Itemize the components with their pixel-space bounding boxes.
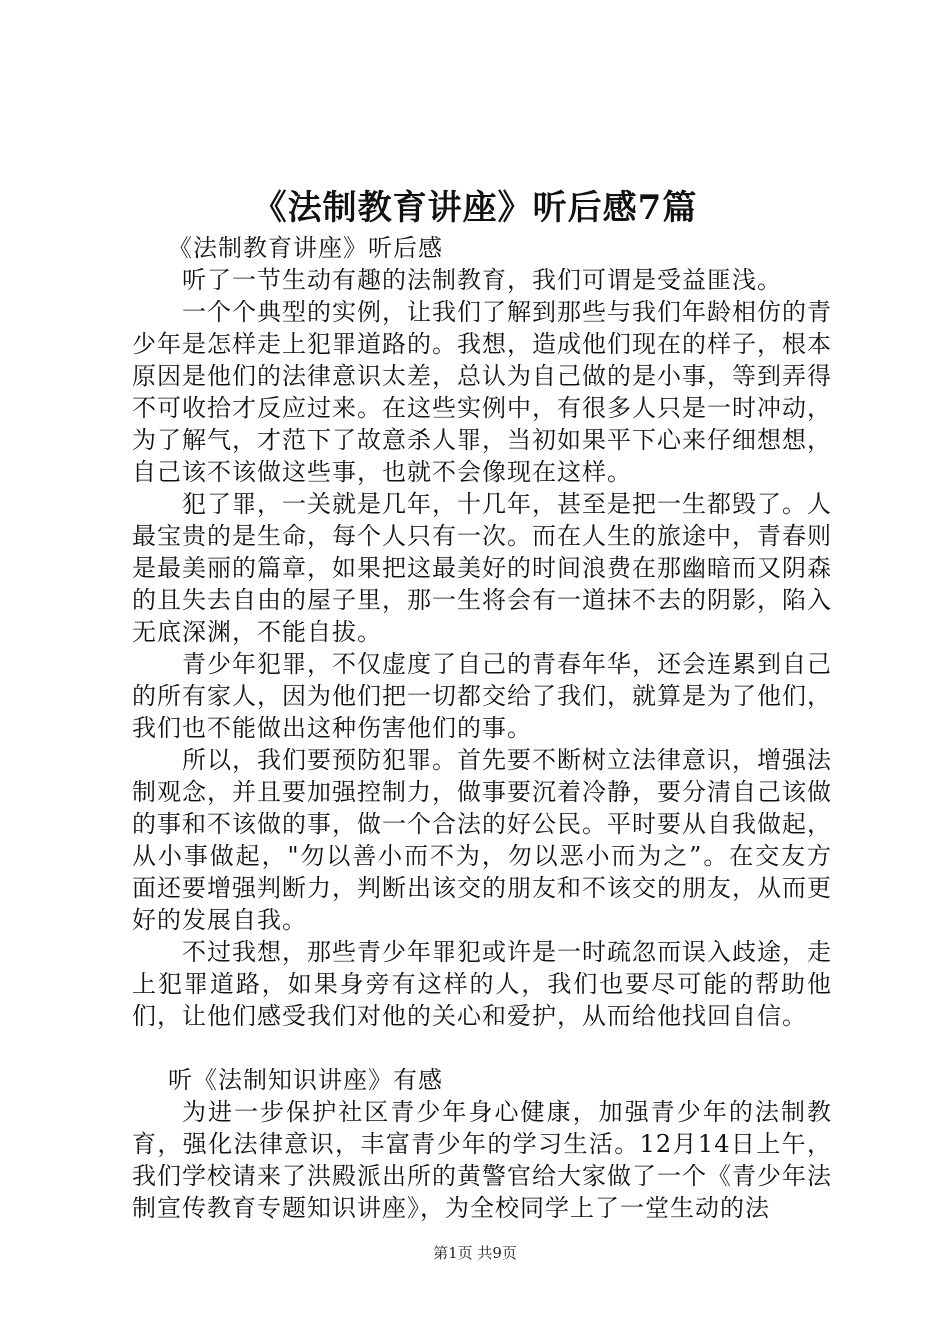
paragraph: 不过我想，那些青少年罪犯或许是一时疏忽而误入歧途，走上犯罪道路，如果身旁有这样的人，我们也要尽可能的帮助他们，让他们感受我们对他的关心和爱护，从而给他找回自信。 xyxy=(132,938,832,1030)
paragraph: 一个个典型的实例，让我们了解到那些与我们年龄相仿的青少年是怎样走上犯罪道路的。我想，造成他们现在的样子，根本原因是他们的法律意识太差，总认为自己做的是小事，等到弄得不可收拾才反应过来。在这些实例中，有很多人只是一时冲动，为了解气，才范下了故意杀人罪，当初如果平下心来仔细想想，自己该不该做这些事，也就不会像现在这样。 xyxy=(132,298,832,486)
document-body xyxy=(132,232,832,1224)
paragraph: 犯了罪，一关就是几年，十几年，甚至是把一生都毁了。人最宝贵的是生命，每个人只有一次。而在人生的旅途中，青春则是最美丽的篇章，如果把这最美好的时间浪费在那幽暗而又阴森的且失去自由的屋子里，那一生将会有一道抹不去的阴影，陷入无底深渊，不能自拔。 xyxy=(132,490,832,646)
paragraph: 所以，我们要预防犯罪。首先要不断树立法律意识，增强法制观念，并且要加强控制力，做事要沉着冷静，要分清自己该做的事和不该做的事，做一个合法的好公民。平时要从自我做起，从小事做起，"勿以善小而不为，勿以恶小而为之”。在交友方面还要增强判断力，判断出该交的朋友和不该交的朋友，从而更好的发展自我。 xyxy=(132,746,832,934)
section-spacer xyxy=(132,1032,832,1064)
section-heading: 听《法制知识讲座》有感 xyxy=(168,1066,443,1094)
paragraph: 为进一步保护社区青少年身心健康，加强青少年的法制教育，强化法律意识，丰富青少年的学习生活。12月14日上午，我们学校请来了洪殿派出所的黄警官给大家做了一个《青少年法制宣传教育专题知识讲座》，为全校同学上了一堂生动的法 xyxy=(132,1098,832,1222)
page-number-footer: 第1页 共9页 xyxy=(433,1244,517,1262)
paragraph: 听了一节生动有趣的法制教育，我们可谓是受益匪浅。 xyxy=(182,266,782,294)
section-heading: 《法制教育讲座》听后感 xyxy=(168,234,443,262)
document-title: 《法制教育讲座》听后感7篇 xyxy=(252,188,698,228)
paragraph: 青少年犯罪，不仅虚度了自己的青春年华，还会连累到自己的所有家人，因为他们把一切都交给了我们，就算是为了他们，我们也不能做出这种伤害他们的事。 xyxy=(132,650,832,742)
